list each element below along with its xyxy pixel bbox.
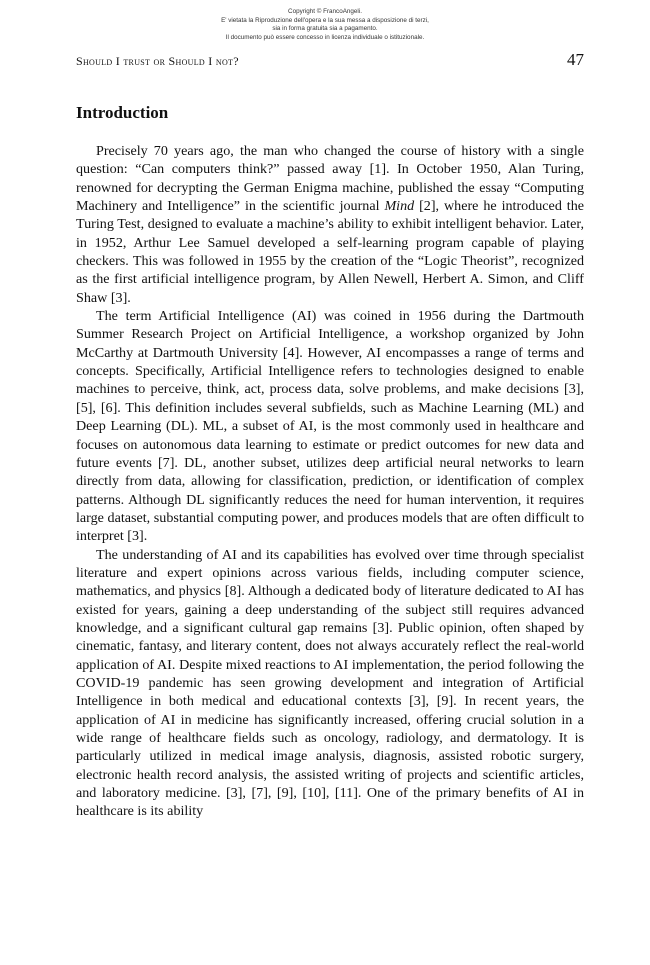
paragraph <box>76 142 584 307</box>
copyright-line: Copyright © FrancoAngeli. <box>288 8 362 15</box>
body-text <box>76 142 584 821</box>
paragraph-text: [2], where he introduced the Turing Test, designed to evaluate a machine’s ability to exhibit intelligent behavior. Later, in 1952, Arthur Lee Samuel developed a self-learning program capable of playing checkers. This was followed in 1955 by the creation of the “Logic Theorist”, recognized as the first artificial intelligence program, by Allen Newell, Herbert A. Simon, and Cliff Shaw [3]. <box>76 198 585 306</box>
paragraph: The understanding of AI and its capabilities has evolved over time through specialist literature and expert opinions across various fields, including computer science, mathematics, and physics [8]. Although a dedicated body of literature dedicated to AI has existed for years, gaining a deep understanding of the subject still requires advanced knowledge, and a significant cultural gap remains [3]. Public opinion, often shaped by cinematic, fantasy, and literary content, does not always accurately reflect the real-world application of AI. Despite mixed reactions to AI implementation, the period following the COVID-19 pandemic has seen growing development and integration of Artificial Intelligence in both medical and educational contexts [3], [9]. In recent years, the application of AI in medicine has significantly increased, offering crucial solution in a wide range of healthcare fields such as oncology, radiology, and dermatology. It is particularly utilized in medical image analysis, diagnosis, assisted robotic surgery, electronic health record analysis, the assisted writing of projects and scientific articles, and laboratory medicine. [3], [7], [9], [10], [11]. One of the primary benefits of AI in healthcare is its ability <box>76 546 584 820</box>
copyright-line: sia in forma gratuita sia a pagamento. <box>272 25 378 33</box>
running-header <box>76 50 584 70</box>
page-number: 47 <box>567 50 584 69</box>
journal-title: Mind <box>384 198 415 215</box>
copyright-line: Il documento può essere concesso in licenza individuale o istituzionale. <box>225 33 425 41</box>
paragraph: The term Artificial Intelligence (AI) was coined in 1956 during the Dartmouth Summer Research Project on Artificial Intelligence, a workshop organized by John McCarthy at Dartmouth University [4]. However, AI encompasses a range of terms and concepts. Specifically, Artificial Intelligence refers to technologies designed to enable machines to perceive, think, act, process data, solve problems, and make decisions [3], [5], [6]. This definition includes several subfields, such as Machine Learning (ML) and Deep Learning (DL). ML, a subset of AI, is the most commonly used in healthcare and focuses on autonomous data learning to estimate or predict outcomes for new data and future events [7]. DL, another subset, utilizes deep artificial neural networks to learn directly from data, allowing for classification, prediction, or identification of complex patterns. Although DL significantly reduces the need for human intervention, it requires large dataset, substantial computing power, and produces models that are often difficult to interpret [3]. <box>76 308 584 545</box>
running-header-title: Should I trust or Should I not? <box>76 54 239 68</box>
section-heading: Introduction <box>76 103 169 122</box>
paragraph-text: Precisely 70 years ago, the man who changed the course of history with a single question: “Can computers think?” passed away [1]. In October 1950, Alan Turing, renowned for decrypting the German Enigma machine, published the essay “Computing Machinery and Intelligence” in the scientific journal <box>76 143 584 215</box>
copyright-notice <box>0 0 650 42</box>
copyright-line: E' vietata la Riproduzione dell'opera e la sua messa a disposizione di terzi, <box>221 16 429 24</box>
